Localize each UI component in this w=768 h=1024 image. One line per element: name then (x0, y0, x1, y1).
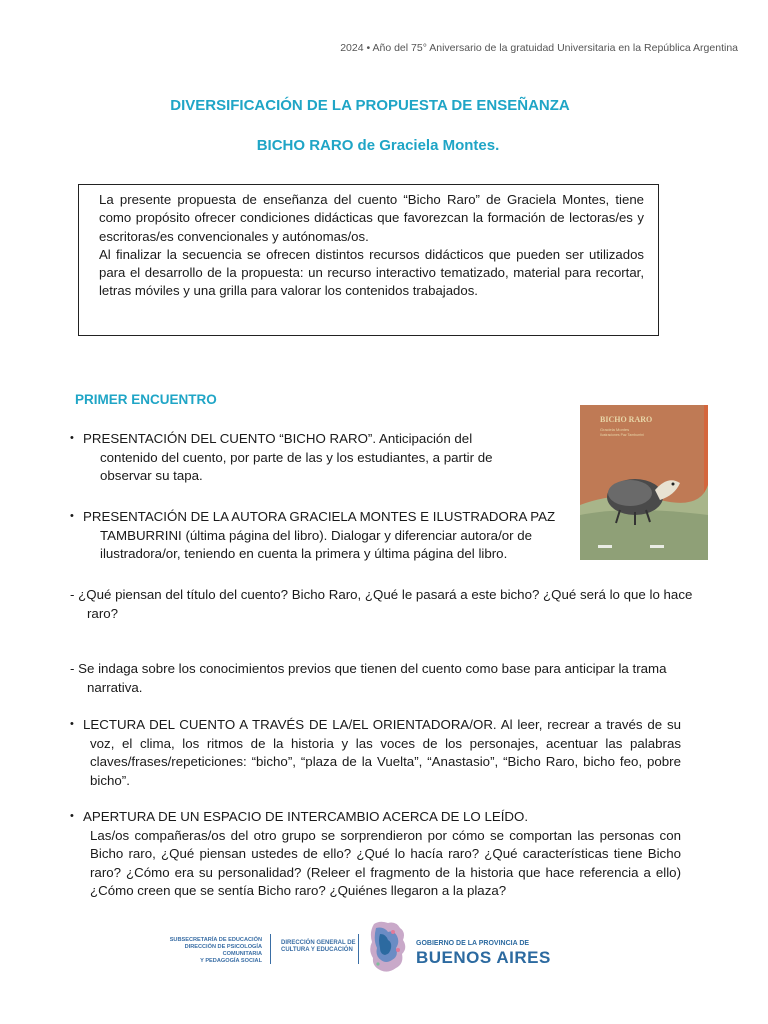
province-map-logo-icon (366, 920, 410, 976)
section-title: PRIMER ENCUENTRO (75, 392, 217, 407)
footer-separator-2 (358, 934, 359, 964)
header-note: 2024 • Año del 75° Aniversario de la gratuidad Universitaria en la República Argentina (340, 42, 738, 54)
footer-logos (150, 920, 590, 970)
question-paragraph (70, 586, 700, 623)
bullet-item-2-text: PRESENTACIÓN DE LA AUTORA GRACIELA MONTES E ILUSTRADORA PAZ TAMBURRINI (última página del libro). Dialogar y diferenciar autora/or de ilustradora/or, teniendo en cuenta la primera y última página del libro. (83, 509, 556, 562)
footer-sub-line-3: Y PEDAGOGÍA SOCIAL (200, 958, 262, 964)
previous-knowledge-text: - Se indaga sobre los conocimientos previos que tienen del cuento como base para anticipar la trama narrativa. (70, 661, 667, 695)
footer-direccion (281, 940, 356, 955)
intro-paragraph-1: La presente propuesta de enseñanza del cuento “Bicho Raro” de Graciela Montes, tiene como propósito ofrecer condiciones didácticas que favorezcan la formación de lectoras/es y escritoras/es convencionales y autónomas/os. (99, 192, 644, 244)
bullet-1-icon: • (70, 432, 74, 444)
bullet-item-4-title: APERTURA DE UN ESPACIO DE INTERCAMBIO ACERCA DE LO LEÍDO. (83, 809, 529, 824)
footer-gobierno-line: GOBIERNO DE LA PROVINCIA DE (416, 940, 530, 947)
bullet-item-4-body: Las/os compañeras/os del otro grupo se sorprendieron por cómo se comportan las personas con Bicho raro, ¿Qué piensan ustedes de ello? ¿Qué lo hacía raro? ¿Qué características tiene Bicho raro? ¿Cómo era su personalidad? (Releer el fragmento de la historia que hace referencia a ello) ¿Cómo creen que se sentía Bicho raro? ¿Quiénes llegaron a la plaza? (90, 827, 681, 899)
intro-paragraph-2: Al finalizar la secuencia se ofrecen distintos recursos didácticos que pueden ser utilizados para el desarrollo de la propuesta: un recurso interactivo tematizado, material para recortar, letras móviles y una grilla para valorar los contenidos trabajados. (99, 246, 644, 299)
question-paragraph-text: - ¿Qué piensan del título del cuento? Bicho Raro, ¿Qué le pasará a este bicho? ¿Qué será lo que lo hace raro? (70, 587, 693, 621)
footer-sub-line-2: DIRECCIÓN DE PSICOLOGÍA COMUNITARIA (184, 944, 262, 957)
footer-buenos-aires: BUENOS AIRES (416, 948, 551, 967)
footer-dir-line-1: DIRECCIÓN GENERAL DE (281, 940, 356, 946)
document-title: DIVERSIFICACIÓN DE LA PROPUESTA DE ENSEÑANZA (170, 97, 570, 114)
svg-text:Graciela Montes: Graciela Montes (600, 427, 630, 432)
document-subtitle: BICHO RARO de Graciela Montes. (256, 137, 500, 154)
book-cover-image (580, 405, 708, 560)
bullet-item-2 (83, 508, 568, 564)
footer-separator-1 (270, 934, 271, 964)
footer-subsecretaria (150, 937, 262, 965)
svg-text:BICHO RARO: BICHO RARO (600, 415, 653, 424)
bullet-2-icon: • (70, 510, 74, 522)
footer-dir-line-2: CULTURA Y EDUCACIÓN (281, 947, 353, 954)
bullet-item-1-text: PRESENTACIÓN DEL CUENTO “BICHO RARO”. Anticipación del contenido del cuento, por parte de las y los estudiantes, a partir de observar su tapa. (83, 431, 493, 484)
footer-sub-line-1: SUBSECRETARÍA DE EDUCACIÓN (169, 937, 262, 943)
previous-knowledge-paragraph (70, 660, 700, 697)
bullet-item-3 (83, 716, 681, 790)
bullet-item-1 (83, 430, 523, 486)
bullet-item-4 (83, 808, 681, 901)
bullet-item-3-text: LECTURA DEL CUENTO A TRAVÉS DE LA/EL ORIENTADORA/OR. Al leer, recrear a través de su voz, el clima, los ritmos de la historia y las voces de los personajes, acentuar las palabras claves/frases/repeticiones: “bicho”, “plaza de la Vuelta”, “Anastasio”, “Bicho Raro, bicho feo, pobre bicho”. (83, 717, 681, 788)
bullet-4-icon: • (70, 810, 74, 822)
intro-box (78, 184, 659, 336)
bullet-3-icon: • (70, 718, 74, 730)
svg-text:Ilustraciones Paz Tamburrini: Ilustraciones Paz Tamburrini (600, 433, 644, 437)
